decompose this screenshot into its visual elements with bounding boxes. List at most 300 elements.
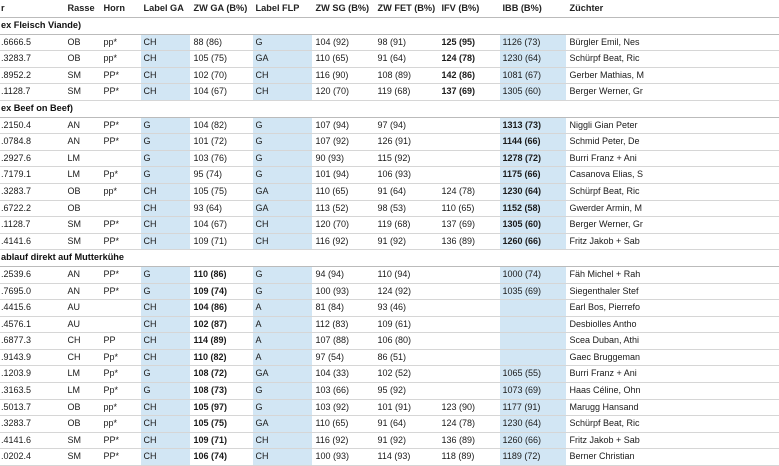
cell-id: .3283.7 bbox=[0, 416, 64, 433]
header-ibb: IBB (B%) bbox=[499, 0, 566, 18]
cell-ibb: 1000 (74) bbox=[499, 266, 566, 283]
table-row bbox=[0, 399, 778, 416]
cell-ibb: 1260 (66) bbox=[499, 432, 566, 449]
cell-zuechter: Casanova Elias, S bbox=[566, 167, 778, 184]
cell-zuechter: Desbiolles Antho bbox=[566, 316, 778, 333]
cell-ibb: 1065 (55) bbox=[499, 366, 566, 383]
cell-horn: pp* bbox=[100, 183, 140, 200]
cell-ifv: 137 (69) bbox=[438, 217, 499, 234]
cell-horn: PP* bbox=[100, 432, 140, 449]
cell-horn: PP* bbox=[100, 117, 140, 134]
header-row bbox=[0, 0, 778, 18]
cell-zw-sg: 116 (90) bbox=[312, 67, 374, 84]
cell-ibb: 1305 (60) bbox=[499, 217, 566, 234]
cell-zuechter: Marugg Hansand bbox=[566, 399, 778, 416]
cell-label-flp: G bbox=[252, 383, 312, 400]
cell-label-ga: CH bbox=[140, 432, 190, 449]
section-title: ex Beef on Beef) bbox=[0, 100, 778, 117]
cell-label-ga: CH bbox=[140, 233, 190, 250]
cell-id: .2150.4 bbox=[0, 117, 64, 134]
cell-rasse: LM bbox=[64, 167, 100, 184]
cell-zw-sg: 94 (94) bbox=[312, 266, 374, 283]
cell-label-flp: GA bbox=[252, 366, 312, 383]
cell-ifv: 124 (78) bbox=[438, 51, 499, 68]
cell-ibb bbox=[499, 349, 566, 366]
cell-zuechter: Fritz Jakob + Sab bbox=[566, 432, 778, 449]
cell-ifv: 142 (86) bbox=[438, 67, 499, 84]
cell-label-ga: CH bbox=[140, 200, 190, 217]
table-row bbox=[0, 283, 778, 300]
header-rasse: Rasse bbox=[64, 0, 100, 18]
cell-label-ga: CH bbox=[140, 84, 190, 101]
cell-ifv: 124 (78) bbox=[438, 183, 499, 200]
header-zuechter: Züchter bbox=[566, 0, 778, 18]
cell-label-flp: GA bbox=[252, 183, 312, 200]
cell-zw-sg: 81 (84) bbox=[312, 300, 374, 317]
table-row bbox=[0, 449, 778, 466]
cell-horn: PP* bbox=[100, 233, 140, 250]
cell-id: .1128.7 bbox=[0, 217, 64, 234]
cell-rasse: SM bbox=[64, 449, 100, 466]
cell-zuechter: Niggli Gian Peter bbox=[566, 117, 778, 134]
cell-zw-ga: 104 (86) bbox=[190, 300, 252, 317]
cell-zw-fet: 106 (93) bbox=[374, 167, 438, 184]
cell-zw-fet: 98 (53) bbox=[374, 200, 438, 217]
cell-zw-sg: 103 (92) bbox=[312, 399, 374, 416]
cell-ifv bbox=[438, 266, 499, 283]
cell-rasse: SM bbox=[64, 233, 100, 250]
cell-zw-sg: 107 (88) bbox=[312, 333, 374, 350]
table-row bbox=[0, 300, 778, 317]
cell-zuechter: Scea Duban, Athi bbox=[566, 333, 778, 350]
cell-rasse: SM bbox=[64, 84, 100, 101]
section-title: ablauf direkt auf Mutterkühe bbox=[0, 250, 778, 267]
table-row bbox=[0, 416, 778, 433]
cell-horn: Pp* bbox=[100, 167, 140, 184]
cell-rasse: AU bbox=[64, 316, 100, 333]
cell-zw-ga: 102 (70) bbox=[190, 67, 252, 84]
cell-zw-fet: 91 (92) bbox=[374, 233, 438, 250]
section-title: ex Fleisch Viande) bbox=[0, 18, 778, 35]
cell-id: .8952.2 bbox=[0, 67, 64, 84]
cell-ifv bbox=[438, 283, 499, 300]
cell-zuechter: Berner Christian bbox=[566, 449, 778, 466]
table-row bbox=[0, 266, 778, 283]
cell-id: .9143.9 bbox=[0, 349, 64, 366]
cell-zw-ga: 108 (73) bbox=[190, 383, 252, 400]
cell-zuechter: Schürpf Beat, Ric bbox=[566, 51, 778, 68]
cell-horn: pp* bbox=[100, 51, 140, 68]
table-row bbox=[0, 366, 778, 383]
cell-zw-fet: 91 (64) bbox=[374, 183, 438, 200]
cell-zw-sg: 110 (65) bbox=[312, 51, 374, 68]
cell-zw-sg: 97 (54) bbox=[312, 349, 374, 366]
cell-ifv: 110 (65) bbox=[438, 200, 499, 217]
table-header bbox=[0, 0, 778, 18]
cell-zw-sg: 103 (66) bbox=[312, 383, 374, 400]
header-ifv: IFV (B%) bbox=[438, 0, 499, 18]
cell-zw-ga: 105 (75) bbox=[190, 183, 252, 200]
cell-ifv bbox=[438, 117, 499, 134]
cell-zw-ga: 109 (74) bbox=[190, 283, 252, 300]
cell-rasse: AU bbox=[64, 300, 100, 317]
cell-zw-sg: 113 (52) bbox=[312, 200, 374, 217]
cell-zw-ga: 104 (67) bbox=[190, 84, 252, 101]
cell-zuechter: Siegenthaler Stef bbox=[566, 283, 778, 300]
section-header-row bbox=[0, 250, 778, 267]
cell-ifv bbox=[438, 349, 499, 366]
table-row bbox=[0, 51, 778, 68]
cell-label-ga: CH bbox=[140, 416, 190, 433]
cell-label-ga: CH bbox=[140, 399, 190, 416]
cell-label-ga: G bbox=[140, 283, 190, 300]
table-row bbox=[0, 316, 778, 333]
cell-ibb: 1126 (73) bbox=[499, 34, 566, 51]
cell-horn: Pp* bbox=[100, 383, 140, 400]
cell-zw-fet: 126 (91) bbox=[374, 134, 438, 151]
cell-label-flp: G bbox=[252, 134, 312, 151]
cell-id: .6722.2 bbox=[0, 200, 64, 217]
table-row bbox=[0, 117, 778, 134]
cell-zw-sg: 107 (94) bbox=[312, 117, 374, 134]
cell-rasse: OB bbox=[64, 200, 100, 217]
cell-zuechter: Gaec Bruggeman bbox=[566, 349, 778, 366]
table-row bbox=[0, 432, 778, 449]
cell-zw-sg: 120 (70) bbox=[312, 217, 374, 234]
cell-rasse: LM bbox=[64, 366, 100, 383]
cell-zw-fet: 91 (64) bbox=[374, 51, 438, 68]
cell-ifv bbox=[438, 300, 499, 317]
cell-ifv: 136 (89) bbox=[438, 432, 499, 449]
cell-label-flp: G bbox=[252, 399, 312, 416]
table-row bbox=[0, 167, 778, 184]
cell-horn bbox=[100, 316, 140, 333]
cell-ifv: 118 (89) bbox=[438, 449, 499, 466]
cell-ibb: 1177 (91) bbox=[499, 399, 566, 416]
cell-rasse: AN bbox=[64, 266, 100, 283]
cell-zuechter: Gerber Mathias, M bbox=[566, 67, 778, 84]
cell-zw-fet: 86 (51) bbox=[374, 349, 438, 366]
cell-horn: PP bbox=[100, 333, 140, 350]
cell-zw-sg: 107 (92) bbox=[312, 134, 374, 151]
cell-id: .4576.1 bbox=[0, 316, 64, 333]
cell-zw-fet: 119 (68) bbox=[374, 217, 438, 234]
cell-zw-fet: 101 (91) bbox=[374, 399, 438, 416]
cell-rasse: AN bbox=[64, 117, 100, 134]
cell-zw-sg: 116 (92) bbox=[312, 432, 374, 449]
table-row bbox=[0, 84, 778, 101]
cell-zw-ga: 109 (71) bbox=[190, 233, 252, 250]
cell-label-flp: A bbox=[252, 300, 312, 317]
cell-zuechter: Fritz Jakob + Sab bbox=[566, 233, 778, 250]
cell-label-ga: CH bbox=[140, 67, 190, 84]
header-zw-ga: ZW GA (B%) bbox=[190, 0, 252, 18]
cell-zw-fet: 93 (46) bbox=[374, 300, 438, 317]
cell-rasse: CH bbox=[64, 333, 100, 350]
cell-id: .5013.7 bbox=[0, 399, 64, 416]
cell-ibb: 1189 (72) bbox=[499, 449, 566, 466]
cell-zw-fet: 102 (52) bbox=[374, 366, 438, 383]
cell-rasse: CH bbox=[64, 349, 100, 366]
cell-ibb: 1278 (72) bbox=[499, 150, 566, 167]
cell-zw-fet: 114 (93) bbox=[374, 449, 438, 466]
cell-zw-ga: 102 (87) bbox=[190, 316, 252, 333]
cell-ifv bbox=[438, 134, 499, 151]
cell-zuechter: Schmid Peter, De bbox=[566, 134, 778, 151]
cell-zw-ga: 101 (72) bbox=[190, 134, 252, 151]
header-zw-fet: ZW FET (B%) bbox=[374, 0, 438, 18]
cell-horn: pp* bbox=[100, 399, 140, 416]
cell-zw-fet: 91 (92) bbox=[374, 432, 438, 449]
table-row bbox=[0, 67, 778, 84]
cell-id: .0784.8 bbox=[0, 134, 64, 151]
cell-label-flp: GA bbox=[252, 416, 312, 433]
cell-label-flp: CH bbox=[252, 233, 312, 250]
cell-zw-fet: 106 (80) bbox=[374, 333, 438, 350]
cell-id: .4141.6 bbox=[0, 233, 64, 250]
cell-rasse: OB bbox=[64, 416, 100, 433]
cell-zw-sg: 110 (65) bbox=[312, 416, 374, 433]
cell-ifv bbox=[438, 316, 499, 333]
cell-label-flp: A bbox=[252, 349, 312, 366]
cell-rasse: SM bbox=[64, 67, 100, 84]
cell-ibb: 1260 (66) bbox=[499, 233, 566, 250]
header-zw-sg: ZW SG (B%) bbox=[312, 0, 374, 18]
cell-id: .4141.6 bbox=[0, 432, 64, 449]
cell-zw-fet: 98 (91) bbox=[374, 34, 438, 51]
cell-zw-fet: 108 (89) bbox=[374, 67, 438, 84]
cell-zw-ga: 114 (89) bbox=[190, 333, 252, 350]
cell-horn: PP* bbox=[100, 449, 140, 466]
cell-rasse: AN bbox=[64, 134, 100, 151]
header-label-ga: Label GA bbox=[140, 0, 190, 18]
cell-zw-fet: 119 (68) bbox=[374, 84, 438, 101]
cell-label-ga: CH bbox=[140, 217, 190, 234]
cell-zw-sg: 100 (93) bbox=[312, 449, 374, 466]
cell-id: .2927.6 bbox=[0, 150, 64, 167]
cell-zw-sg: 100 (93) bbox=[312, 283, 374, 300]
cell-zw-sg: 104 (92) bbox=[312, 34, 374, 51]
cell-horn: Pp* bbox=[100, 366, 140, 383]
cell-zw-fet: 110 (94) bbox=[374, 266, 438, 283]
cell-rasse: OB bbox=[64, 183, 100, 200]
cell-ibb: 1144 (66) bbox=[499, 134, 566, 151]
cell-id: .7179.1 bbox=[0, 167, 64, 184]
cell-ifv: 136 (89) bbox=[438, 233, 499, 250]
cell-ibb: 1175 (66) bbox=[499, 167, 566, 184]
cell-rasse: SM bbox=[64, 217, 100, 234]
table-body bbox=[0, 18, 778, 466]
cell-zw-ga: 110 (82) bbox=[190, 349, 252, 366]
cell-id: .1203.9 bbox=[0, 366, 64, 383]
cell-id: .6666.5 bbox=[0, 34, 64, 51]
cell-id: .3283.7 bbox=[0, 183, 64, 200]
cell-zw-sg: 110 (65) bbox=[312, 183, 374, 200]
cell-label-ga: G bbox=[140, 150, 190, 167]
cell-zw-fet: 91 (64) bbox=[374, 416, 438, 433]
cell-ibb: 1230 (64) bbox=[499, 183, 566, 200]
cell-label-ga: CH bbox=[140, 51, 190, 68]
cell-label-flp: CH bbox=[252, 449, 312, 466]
cell-label-flp: G bbox=[252, 283, 312, 300]
table-row bbox=[0, 183, 778, 200]
cell-zuechter: Gwerder Armin, M bbox=[566, 200, 778, 217]
cell-label-ga: G bbox=[140, 383, 190, 400]
cell-zw-sg: 116 (92) bbox=[312, 233, 374, 250]
cell-label-ga: G bbox=[140, 117, 190, 134]
cell-label-ga: CH bbox=[140, 300, 190, 317]
cell-rasse: LM bbox=[64, 150, 100, 167]
cell-label-ga: CH bbox=[140, 316, 190, 333]
cell-id: .2539.6 bbox=[0, 266, 64, 283]
cell-ifv bbox=[438, 366, 499, 383]
cell-zuechter: Burri Franz + Ani bbox=[566, 150, 778, 167]
cell-id: .6877.3 bbox=[0, 333, 64, 350]
cell-label-ga: G bbox=[140, 366, 190, 383]
cell-zuechter: Bürgler Emil, Nes bbox=[566, 34, 778, 51]
section-header-row bbox=[0, 18, 778, 35]
section-header-row bbox=[0, 100, 778, 117]
cell-label-flp: CH bbox=[252, 84, 312, 101]
cell-id: .7695.0 bbox=[0, 283, 64, 300]
cell-zuechter: Schürpf Beat, Ric bbox=[566, 183, 778, 200]
cell-horn: PP* bbox=[100, 84, 140, 101]
cell-ibb: 1152 (58) bbox=[499, 200, 566, 217]
cell-zw-fet: 95 (92) bbox=[374, 383, 438, 400]
cell-label-flp: G bbox=[252, 117, 312, 134]
cell-ibb: 1230 (64) bbox=[499, 51, 566, 68]
cell-zw-fet: 97 (94) bbox=[374, 117, 438, 134]
cell-label-flp: G bbox=[252, 167, 312, 184]
cell-ibb: 1230 (64) bbox=[499, 416, 566, 433]
cell-horn: PP* bbox=[100, 266, 140, 283]
cell-rasse: OB bbox=[64, 51, 100, 68]
table-row bbox=[0, 383, 778, 400]
cell-label-flp: A bbox=[252, 333, 312, 350]
cell-zw-sg: 104 (33) bbox=[312, 366, 374, 383]
cell-zw-sg: 112 (83) bbox=[312, 316, 374, 333]
cell-horn bbox=[100, 200, 140, 217]
cell-ibb: 1313 (73) bbox=[499, 117, 566, 134]
table-row bbox=[0, 233, 778, 250]
table-row bbox=[0, 200, 778, 217]
cell-id: .3163.5 bbox=[0, 383, 64, 400]
cell-ibb: 1035 (69) bbox=[499, 283, 566, 300]
cell-ibb bbox=[499, 316, 566, 333]
cell-zuechter: Berger Werner, Gr bbox=[566, 84, 778, 101]
cell-zw-ga: 95 (74) bbox=[190, 167, 252, 184]
cell-ifv: 123 (90) bbox=[438, 399, 499, 416]
cell-zw-sg: 101 (94) bbox=[312, 167, 374, 184]
cell-label-ga: CH bbox=[140, 333, 190, 350]
cell-horn: PP* bbox=[100, 217, 140, 234]
cell-zuechter: Schürpf Beat, Ric bbox=[566, 416, 778, 433]
cell-zuechter: Earl Bos, Pierrefo bbox=[566, 300, 778, 317]
cell-ifv: 125 (95) bbox=[438, 34, 499, 51]
cell-zw-fet: 115 (92) bbox=[374, 150, 438, 167]
cell-horn: pp* bbox=[100, 416, 140, 433]
cell-label-ga: CH bbox=[140, 183, 190, 200]
cell-rasse: OB bbox=[64, 399, 100, 416]
cell-label-flp: CH bbox=[252, 67, 312, 84]
cell-zw-fet: 124 (92) bbox=[374, 283, 438, 300]
cell-ifv bbox=[438, 383, 499, 400]
cell-ibb: 1305 (60) bbox=[499, 84, 566, 101]
cell-horn bbox=[100, 150, 140, 167]
cell-ifv: 124 (78) bbox=[438, 416, 499, 433]
cell-id: .0202.4 bbox=[0, 449, 64, 466]
cell-zw-ga: 106 (74) bbox=[190, 449, 252, 466]
cell-zuechter: Haas Céline, Ohn bbox=[566, 383, 778, 400]
table-row bbox=[0, 333, 778, 350]
cell-id: .4415.6 bbox=[0, 300, 64, 317]
cell-label-flp: G bbox=[252, 34, 312, 51]
cell-zuechter: Burri Franz + Ani bbox=[566, 366, 778, 383]
cell-zw-ga: 104 (67) bbox=[190, 217, 252, 234]
cell-ibb: 1081 (67) bbox=[499, 67, 566, 84]
cell-label-flp: GA bbox=[252, 51, 312, 68]
cell-horn: Pp* bbox=[100, 349, 140, 366]
header-id: r bbox=[0, 0, 64, 18]
cell-id: .1128.7 bbox=[0, 84, 64, 101]
cell-zw-ga: 105 (75) bbox=[190, 51, 252, 68]
cell-zw-ga: 108 (72) bbox=[190, 366, 252, 383]
cell-zw-fet: 109 (61) bbox=[374, 316, 438, 333]
cell-label-flp: A bbox=[252, 316, 312, 333]
cell-zuechter: Fäh Michel + Rah bbox=[566, 266, 778, 283]
cell-horn: PP* bbox=[100, 67, 140, 84]
cell-label-ga: G bbox=[140, 134, 190, 151]
header-label-flp: Label FLP bbox=[252, 0, 312, 18]
cell-horn bbox=[100, 300, 140, 317]
table-row bbox=[0, 217, 778, 234]
cell-label-flp: GA bbox=[252, 200, 312, 217]
cell-ibb: 1073 (69) bbox=[499, 383, 566, 400]
cell-rasse: LM bbox=[64, 383, 100, 400]
cell-zuechter: Berger Werner, Gr bbox=[566, 217, 778, 234]
cell-label-ga: G bbox=[140, 167, 190, 184]
cell-label-ga: CH bbox=[140, 349, 190, 366]
cell-ifv bbox=[438, 167, 499, 184]
cell-zw-sg: 90 (93) bbox=[312, 150, 374, 167]
cell-zw-ga: 104 (82) bbox=[190, 117, 252, 134]
cell-label-flp: G bbox=[252, 150, 312, 167]
cell-label-ga: CH bbox=[140, 449, 190, 466]
cell-ifv bbox=[438, 150, 499, 167]
cell-label-ga: G bbox=[140, 266, 190, 283]
cell-zw-ga: 105 (97) bbox=[190, 399, 252, 416]
cell-id: .3283.7 bbox=[0, 51, 64, 68]
cell-zw-ga: 110 (86) bbox=[190, 266, 252, 283]
cell-label-flp: G bbox=[252, 266, 312, 283]
cell-ibb bbox=[499, 333, 566, 350]
cell-zw-ga: 88 (86) bbox=[190, 34, 252, 51]
table-row bbox=[0, 134, 778, 151]
cell-horn: PP* bbox=[100, 283, 140, 300]
cell-zw-sg: 120 (70) bbox=[312, 84, 374, 101]
header-horn: Horn bbox=[100, 0, 140, 18]
cell-zw-ga: 103 (76) bbox=[190, 150, 252, 167]
cell-zw-ga: 109 (71) bbox=[190, 432, 252, 449]
cell-horn: PP* bbox=[100, 134, 140, 151]
table-row bbox=[0, 34, 778, 51]
cell-rasse: SM bbox=[64, 432, 100, 449]
cell-horn: pp* bbox=[100, 34, 140, 51]
table-row bbox=[0, 150, 778, 167]
cell-ifv: 137 (69) bbox=[438, 84, 499, 101]
cell-ifv bbox=[438, 333, 499, 350]
table-row bbox=[0, 349, 778, 366]
